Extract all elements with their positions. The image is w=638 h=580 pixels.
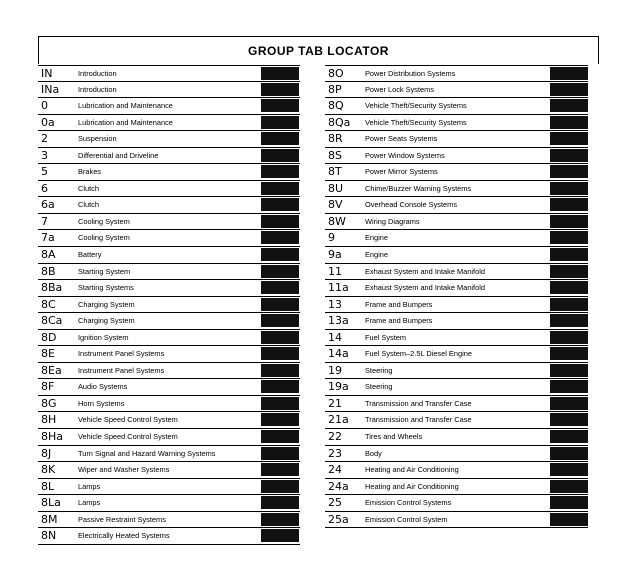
tab-row[interactable] [38, 82, 300, 99]
section-title: Emission Control Systems [365, 498, 452, 508]
section-code: 8T [328, 165, 342, 179]
section-title: Heating and Air Conditioning [365, 481, 459, 491]
section-title: Brakes [78, 167, 102, 177]
section-code: 14a [328, 347, 349, 361]
tab-row[interactable] [325, 479, 588, 496]
tab-row[interactable] [38, 446, 300, 463]
tab-marker[interactable] [261, 215, 299, 228]
tab-row[interactable] [38, 65, 300, 82]
section-code: 7 [41, 214, 48, 228]
section-code: 8La [41, 496, 61, 510]
tab-marker[interactable] [261, 99, 299, 112]
tab-marker[interactable] [550, 182, 588, 195]
section-code: 13 [328, 297, 342, 311]
page-title: GROUP TAB LOCATOR [248, 44, 389, 58]
tab-marker[interactable] [261, 182, 299, 195]
tab-row[interactable] [38, 264, 300, 281]
tab-row[interactable] [325, 164, 588, 181]
section-title: Vehicle Speed Control System [78, 415, 178, 425]
tab-marker[interactable] [550, 116, 588, 129]
tab-row[interactable] [325, 412, 588, 429]
section-code: INa [41, 82, 60, 96]
section-code: 8Ha [41, 430, 64, 444]
tab-marker[interactable] [261, 83, 299, 96]
tab-row[interactable] [38, 512, 300, 529]
section-code: 25a [328, 512, 349, 526]
section-title: Transmission and Transfer Case [365, 398, 472, 408]
section-code: 24a [328, 479, 349, 493]
section-code: 8D [41, 330, 57, 344]
section-title: Audio Systems [78, 382, 128, 392]
section-title: Introduction [78, 84, 117, 94]
tab-marker[interactable] [261, 430, 299, 443]
section-code: 8B [41, 264, 56, 278]
section-code: 9a [328, 248, 342, 262]
tab-row[interactable] [325, 330, 588, 347]
tab-marker[interactable] [261, 496, 299, 509]
tab-marker[interactable] [550, 364, 588, 377]
tab-row[interactable] [325, 429, 588, 446]
section-code: 14 [328, 330, 342, 344]
tab-row[interactable] [38, 313, 300, 330]
tab-row[interactable] [325, 495, 588, 512]
section-title: Steering [365, 365, 393, 375]
tab-marker[interactable] [550, 513, 588, 526]
tab-row[interactable] [325, 346, 588, 363]
tab-marker[interactable] [261, 463, 299, 476]
tab-marker[interactable] [261, 231, 299, 244]
tab-marker[interactable] [261, 397, 299, 410]
tab-marker[interactable] [550, 331, 588, 344]
section-title: Suspension [78, 134, 117, 144]
tab-marker[interactable] [550, 99, 588, 112]
tab-marker[interactable] [550, 149, 588, 162]
tab-row[interactable] [38, 379, 300, 396]
section-title: Chime/Buzzer Warning Systems [365, 183, 472, 193]
tab-marker[interactable] [550, 198, 588, 211]
tab-marker[interactable] [550, 215, 588, 228]
tab-row[interactable] [325, 230, 588, 247]
tab-row[interactable] [325, 148, 588, 165]
section-title: Lamps [78, 481, 101, 491]
section-title: Fuel System [365, 332, 407, 342]
section-title: Power Lock Systems [365, 84, 435, 94]
tab-marker[interactable] [550, 298, 588, 311]
tab-marker[interactable] [261, 347, 299, 360]
section-code: 8Ca [41, 314, 63, 328]
tab-row[interactable] [325, 264, 588, 281]
section-title: Wiper and Washer Systems [78, 465, 170, 475]
section-code: 8A [41, 248, 56, 262]
tab-row[interactable] [325, 82, 588, 99]
tab-marker[interactable] [261, 198, 299, 211]
section-title: Emission Control System [365, 514, 448, 524]
section-title: Horn Systems [78, 398, 125, 408]
section-code: 8J [41, 446, 52, 460]
section-title: Vehicle Theft/Security Systems [365, 101, 467, 111]
tab-marker[interactable] [261, 132, 299, 145]
section-title: Steering [365, 382, 393, 392]
section-title: Passive Restraint Systems [78, 514, 166, 524]
tab-row[interactable] [38, 148, 300, 165]
tab-row[interactable] [38, 363, 300, 380]
section-code: 8U [328, 181, 344, 195]
tab-row[interactable] [38, 131, 300, 148]
tab-row[interactable] [325, 65, 588, 82]
tab-marker[interactable] [261, 149, 299, 162]
section-code: 23 [328, 446, 342, 460]
tab-row[interactable] [325, 247, 588, 264]
tab-row[interactable] [38, 479, 300, 496]
section-code: 0 [41, 99, 48, 113]
section-title: Cooling System [78, 233, 130, 243]
section-code: 25 [328, 496, 342, 510]
tab-marker[interactable] [550, 496, 588, 509]
tab-marker[interactable] [550, 347, 588, 360]
section-code: 7a [41, 231, 55, 245]
tab-row[interactable] [325, 462, 588, 479]
section-title: Frame and Bumpers [365, 316, 433, 326]
tab-marker[interactable] [261, 265, 299, 278]
section-code: 8O [328, 67, 344, 80]
tab-row[interactable] [38, 297, 300, 314]
section-title: Exhaust System and Intake Manifold [365, 283, 485, 293]
tab-marker[interactable] [261, 116, 299, 129]
tab-row[interactable] [325, 280, 588, 297]
section-code: 19 [328, 363, 342, 377]
section-title: Power Window Systems [365, 150, 445, 160]
right-tab-column [325, 65, 588, 528]
tab-row[interactable] [38, 197, 300, 214]
section-title: Lubrication and Maintenance [78, 117, 173, 127]
section-code: 8N [41, 529, 57, 543]
section-title: Overhead Console Systems [365, 200, 458, 210]
section-code: 3 [41, 148, 48, 162]
section-title: Engine [365, 233, 389, 243]
tab-marker[interactable] [261, 314, 299, 327]
tab-marker[interactable] [550, 314, 588, 327]
section-code: 8M [41, 512, 58, 526]
tab-row[interactable] [38, 330, 300, 347]
tab-row[interactable] [325, 181, 588, 198]
section-title: Lubrication and Maintenance [78, 101, 173, 111]
section-title: Instrument Panel Systems [78, 349, 165, 359]
tab-row[interactable] [38, 495, 300, 512]
tab-marker[interactable] [261, 298, 299, 311]
section-code: 8K [41, 463, 56, 477]
section-code: IN [41, 67, 53, 80]
section-code: 8Qa [328, 115, 351, 129]
tab-marker[interactable] [261, 281, 299, 294]
section-title: Battery [78, 250, 102, 260]
section-code: 0a [41, 115, 55, 129]
tab-marker[interactable] [261, 480, 299, 493]
tab-row[interactable] [38, 115, 300, 132]
section-code: 8S [328, 148, 342, 162]
section-title: Differential and Driveline [78, 150, 159, 160]
tab-marker[interactable] [261, 447, 299, 460]
section-title: Frame and Bumpers [365, 299, 433, 309]
tab-marker[interactable] [261, 331, 299, 344]
tab-row[interactable] [325, 512, 588, 529]
section-code: 11a [328, 281, 349, 295]
tab-row[interactable] [325, 379, 588, 396]
tab-row[interactable] [38, 528, 300, 545]
section-code: 21 [328, 396, 342, 410]
tab-marker[interactable] [261, 513, 299, 526]
tab-marker[interactable] [261, 413, 299, 426]
section-title: Cooling System [78, 216, 130, 226]
section-title: Electrically Heated Systems [78, 531, 170, 541]
section-title: Power Distribution Systems [365, 69, 456, 78]
section-code: 8V [328, 198, 343, 212]
tab-marker[interactable] [550, 248, 588, 261]
tab-row[interactable] [38, 247, 300, 264]
tab-marker[interactable] [550, 447, 588, 460]
section-code: 8F [41, 380, 55, 394]
tab-row[interactable] [325, 131, 588, 148]
section-title: Tires and Wheels [365, 432, 423, 442]
tab-marker[interactable] [261, 165, 299, 178]
section-code: 8L [41, 479, 55, 493]
section-code: 5 [41, 165, 48, 179]
section-code: 6a [41, 198, 55, 212]
tab-marker[interactable] [550, 463, 588, 476]
tab-row[interactable] [38, 164, 300, 181]
section-title: Lamps [78, 498, 101, 508]
tab-row[interactable] [38, 98, 300, 115]
title-box [38, 36, 599, 64]
section-title: Ignition System [78, 332, 129, 342]
section-code: 8R [328, 132, 343, 146]
tab-row[interactable] [38, 181, 300, 198]
section-title: Transmission and Transfer Case [365, 415, 472, 425]
tab-marker[interactable] [261, 380, 299, 393]
section-title: Charging System [78, 316, 135, 326]
tab-row[interactable] [38, 230, 300, 247]
section-title: Instrument Panel Systems [78, 365, 165, 375]
tab-row[interactable] [38, 396, 300, 413]
section-code: 2 [41, 132, 48, 146]
tab-row[interactable] [325, 446, 588, 463]
tab-marker[interactable] [261, 248, 299, 261]
section-title: Vehicle Theft/Security Systems [365, 117, 467, 127]
tab-row[interactable] [38, 429, 300, 446]
section-title: Starting Systems [78, 283, 134, 293]
tab-row[interactable] [325, 396, 588, 413]
tab-marker[interactable] [550, 430, 588, 443]
section-code: 8Ea [41, 363, 62, 377]
section-code: 8G [41, 396, 57, 410]
tab-marker[interactable] [261, 364, 299, 377]
section-title: Charging System [78, 299, 135, 309]
section-code: 24 [328, 463, 342, 477]
section-title: Wiring Diagrams [365, 216, 420, 226]
tab-marker[interactable] [550, 83, 588, 96]
tab-row[interactable] [38, 346, 300, 363]
tab-marker[interactable] [550, 67, 588, 80]
section-title: Introduction [78, 69, 117, 78]
section-code: 11 [328, 264, 342, 278]
tab-marker[interactable] [550, 165, 588, 178]
section-title: Clutch [78, 183, 99, 193]
section-title: Engine [365, 250, 389, 260]
tab-row[interactable] [325, 297, 588, 314]
tab-row[interactable] [38, 280, 300, 297]
section-title: Power Mirror Systems [365, 167, 438, 177]
section-title: Fuel System–2.5L Diesel Engine [365, 349, 472, 359]
section-title: Starting System [78, 266, 131, 276]
tab-row[interactable] [38, 214, 300, 231]
section-code: 8C [41, 297, 56, 311]
section-code: 8H [41, 413, 57, 427]
section-code: 21a [328, 413, 349, 427]
tab-row[interactable] [325, 313, 588, 330]
section-title: Exhaust System and Intake Manifold [365, 266, 485, 276]
section-title: Clutch [78, 200, 99, 210]
section-title: Heating and Air Conditioning [365, 465, 459, 475]
section-code: 13a [328, 314, 349, 328]
tab-marker[interactable] [550, 413, 588, 426]
tab-row[interactable] [325, 197, 588, 214]
section-code: 8P [328, 82, 342, 96]
tab-marker[interactable] [550, 281, 588, 294]
section-code: 8E [41, 347, 55, 361]
section-title: Body [365, 448, 382, 458]
section-code: 8Q [328, 99, 344, 113]
tab-marker[interactable] [550, 132, 588, 145]
section-title: Vehicle Speed Control System [78, 432, 178, 442]
tab-marker[interactable] [261, 529, 299, 542]
tab-row[interactable] [325, 214, 588, 231]
tab-marker[interactable] [550, 480, 588, 493]
tab-marker[interactable] [550, 265, 588, 278]
tab-row[interactable] [38, 462, 300, 479]
tab-marker[interactable] [550, 231, 588, 244]
tab-row[interactable] [325, 363, 588, 380]
section-code: 9 [328, 231, 335, 245]
section-code: 8W [328, 214, 346, 228]
tab-row[interactable] [325, 98, 588, 115]
section-title: Power Seats Systems [365, 134, 438, 144]
tab-marker[interactable] [550, 397, 588, 410]
tab-marker[interactable] [550, 380, 588, 393]
section-code: 8Ba [41, 281, 63, 295]
section-code: 22 [328, 430, 342, 444]
tab-row[interactable] [38, 412, 300, 429]
tab-marker[interactable] [261, 67, 299, 80]
section-title: Turn Signal and Hazard Warning Systems [78, 448, 216, 458]
tab-row[interactable] [325, 115, 588, 132]
left-tab-column [38, 65, 300, 545]
section-code: 19a [328, 380, 349, 394]
section-code: 6 [41, 181, 48, 195]
